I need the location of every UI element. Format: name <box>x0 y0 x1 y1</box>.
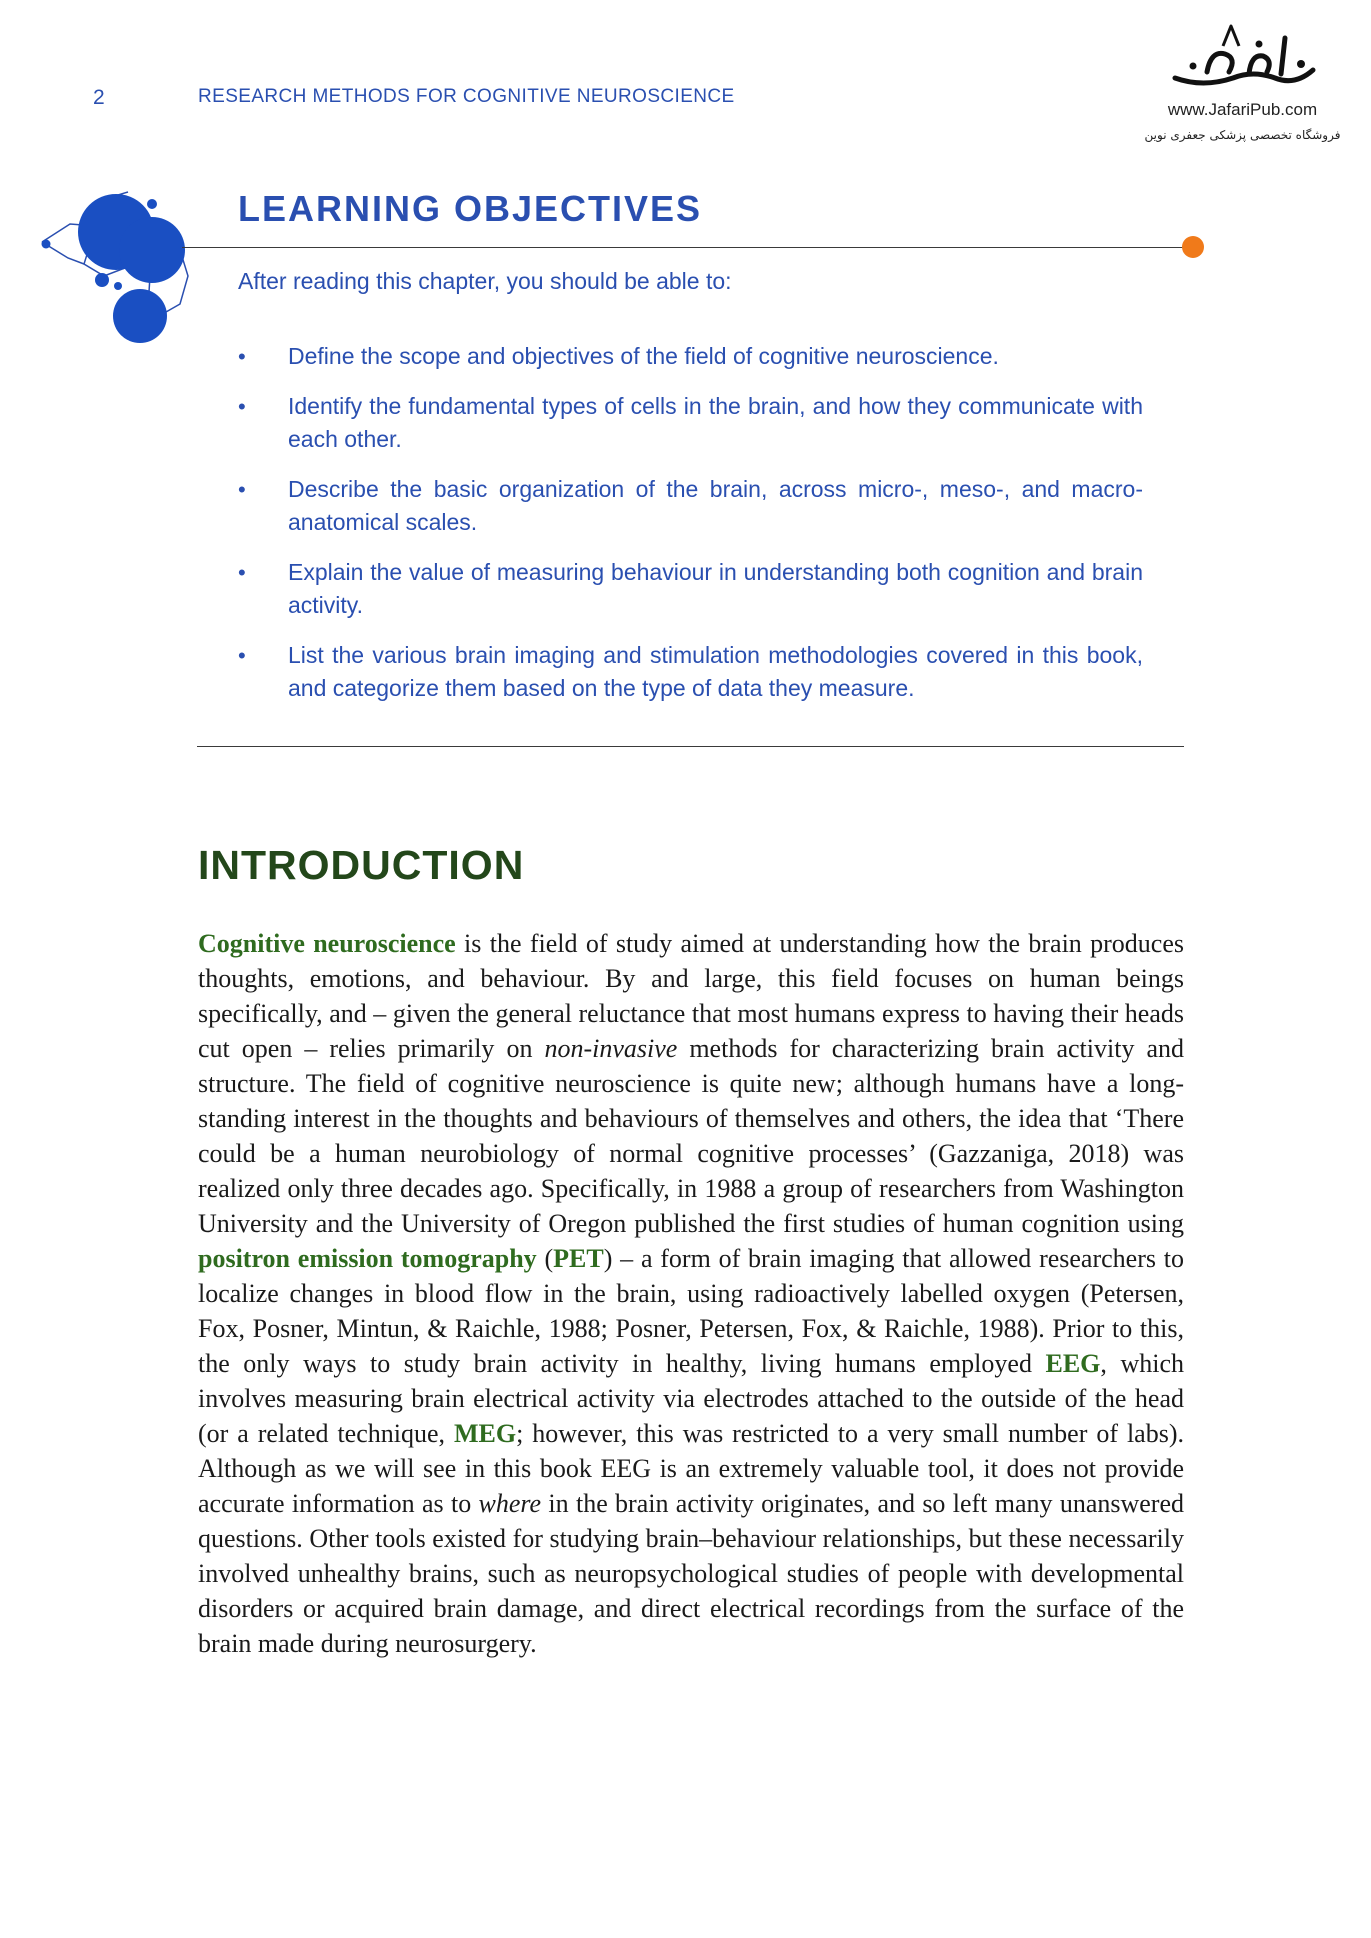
bullet-icon: • <box>238 560 246 585</box>
objective-text: Explain the value of measuring behaviour in understanding both cognition and brain activity. <box>288 559 1143 618</box>
paragraph-text: ; however, this was restricted to a very small number of labs). Although as we will see in this book EEG is an extremely valuable tool, it does not provide accurate information as to <box>198 1419 1184 1518</box>
bullet-icon: • <box>238 477 246 502</box>
key-term: PET <box>553 1244 604 1273</box>
objectives-bottom-rule <box>197 746 1184 747</box>
objective-item <box>238 390 1143 456</box>
objective-item <box>238 639 1143 705</box>
objective-text: List the various brain imaging and stimulation methodologies covered in this book, and categorize them based on the type of data they measure. <box>288 642 1143 701</box>
publisher-logo <box>1135 20 1350 142</box>
introduction-heading: INTRODUCTION <box>198 842 525 888</box>
key-term: Cognitive neuroscience <box>198 929 456 958</box>
publisher-url: www.JafariPub.com <box>1167 100 1318 119</box>
publisher-tagline: فروشگاه تخصصی پزشکی جعفری نوین <box>1144 128 1341 142</box>
objective-text: Define the scope and objectives of the field of cognitive neuroscience. <box>288 343 999 369</box>
bullet-icon: • <box>238 344 246 369</box>
paragraph-text: ( <box>536 1244 554 1273</box>
objective-text: Describe the basic organization of the brain, across micro-, meso-, and macro-anatomical scales. <box>288 476 1143 535</box>
bullet-icon: • <box>238 394 246 419</box>
objective-text: Identify the fundamental types of cells in the brain, and how they communicate with each other. <box>288 393 1143 452</box>
objectives-decoration-icon <box>30 180 200 350</box>
objective-item <box>238 473 1143 539</box>
emphasis-text: where <box>478 1489 542 1518</box>
paragraph-text: is the field of study aimed at understanding how the brain produces thoughts, emotions, and behaviour. By and large, this field focuses on human beings specifically, and – given the general reluctance that most humans express to having their heads cut open – relies primarily on <box>198 929 1184 1063</box>
page-number: 2 <box>93 86 105 109</box>
paragraph-text: in the brain activity originates, and so left many unanswered questions. Other tools existed for studying brain–behaviour relationships, but these necessarily involved unhealthy brains, such as neuropsychological studies of people with developmental disorders or acquired brain damage, and direct electrical recordings from the surface of the brain made during neurosurgery. <box>198 1489 1184 1658</box>
key-term: EEG <box>1045 1349 1101 1378</box>
paragraph-text: methods for characterizing brain activity and structure. The field of cognitive neuroscience is quite new; although humans have a long-standing interest in the thoughts and behaviours of themselves and others, the idea that ‘There could be a human neurobiology of normal cognitive processes’ (Gazzaniga, 2018) was realized only three decades ago. Specifically, in 1988 a group of researchers from Washington University and the University of Oregon published the first studies of human cognition using <box>198 1034 1185 1238</box>
emphasis-text: non-invasive <box>544 1034 678 1063</box>
objectives-top-rule <box>182 247 1190 248</box>
paragraph-text: , which involves measuring brain electrical activity via electrodes attached to the outside of the head (or a related technique, <box>198 1349 1185 1448</box>
bullet-icon: • <box>238 643 246 668</box>
objective-item <box>238 340 1143 373</box>
paragraph-text: ) – a form of brain imaging that allowed researchers to localize changes in blood flow in the brain, using radioactively labelled oxygen (Petersen, Fox, Posner, Mintun, & Raichle, 1988; Posner, Petersen, Fox, & Raichle, 1988). Prior to this, the only ways to study brain activity in healthy, living humans employed <box>198 1244 1184 1378</box>
publisher-logo-mark <box>1163 20 1323 98</box>
objectives-intro: After reading this chapter, you should be able to: <box>238 268 732 294</box>
key-term: MEG <box>454 1419 517 1448</box>
objectives-title: LEARNING OBJECTIVES <box>238 188 703 229</box>
objective-item <box>238 556 1143 622</box>
objectives-rule-dot <box>1182 236 1204 258</box>
running-title: RESEARCH METHODS FOR COGNITIVE NEUROSCIENCE <box>198 86 735 107</box>
introduction-paragraph <box>198 926 1184 1661</box>
key-term: positron emission tomography <box>198 1244 537 1273</box>
objectives-list <box>238 340 1143 722</box>
